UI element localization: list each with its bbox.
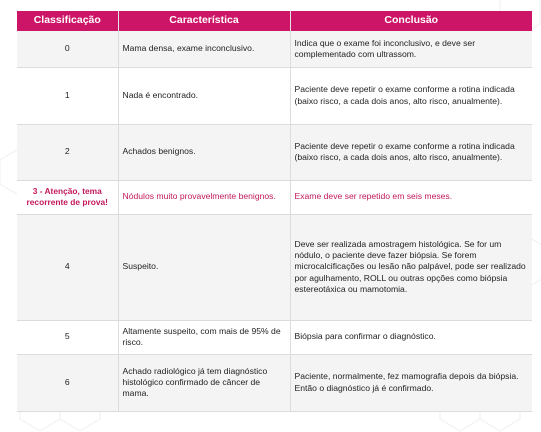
cell-caracteristica: Mama densa, exame inconclusivo.: [118, 31, 290, 67]
cell-caracteristica: Achado radiológico já tem diagnóstico histológico confirmado de câncer de mama.: [118, 354, 290, 411]
cell-conclusao: Paciente, normalmente, fez mamografia depois da biópsia. Então o diagnóstico já é confirmado.: [290, 354, 532, 411]
cell-classificacao: 4: [17, 214, 118, 320]
table-row: [17, 214, 532, 320]
table-row: [17, 31, 532, 67]
table-row: [17, 354, 532, 411]
table-row: [17, 320, 532, 354]
cell-classificacao: 5: [17, 320, 118, 354]
header-classificacao: Classificação: [17, 11, 118, 31]
cell-conclusao: Exame deve ser repetido em seis meses.: [290, 180, 532, 214]
cell-classificacao: 3 - Atenção, tema recorrente de prova!: [17, 180, 118, 214]
birads-classification-table: [17, 11, 532, 412]
cell-classificacao: 2: [17, 124, 118, 180]
table-header-row: [17, 11, 532, 31]
cell-classificacao: 6: [17, 354, 118, 411]
cell-classificacao: 1: [17, 67, 118, 124]
cell-caracteristica: Altamente suspeito, com mais de 95% de risco.: [118, 320, 290, 354]
table-row: [17, 67, 532, 124]
header-caracteristica: Característica: [118, 11, 290, 31]
cell-conclusao: Deve ser realizada amostragem histológica. Se for um nódulo, o paciente deve fazer biópsia. Se forem microcalcificações ou lesão não palpável, pode ser realizado por agulhamento, ROLL ou outras opções como biópsia estereotáxica ou mamotomia.: [290, 214, 532, 320]
cell-caracteristica: Nódulos muito provavelmente benignos.: [118, 180, 290, 214]
cell-caracteristica: Suspeito.: [118, 214, 290, 320]
cell-classificacao: 0: [17, 31, 118, 67]
cell-caracteristica: Achados benignos.: [118, 124, 290, 180]
cell-conclusao: Indica que o exame foi inconclusivo, e deve ser complementado com ultrassom.: [290, 31, 532, 67]
cell-conclusao: Biópsia para confirmar o diagnóstico.: [290, 320, 532, 354]
cell-conclusao: Paciente deve repetir o exame conforme a rotina indicada (baixo risco, a cada dois anos, alto risco, anualmente).: [290, 124, 532, 180]
header-conclusao: Conclusão: [290, 11, 532, 31]
table-row-highlighted: [17, 180, 532, 214]
cell-caracteristica: Nada é encontrado.: [118, 67, 290, 124]
table-row: [17, 124, 532, 180]
cell-conclusao: Paciente deve repetir o exame conforme a rotina indicada (baixo risco, a cada dois anos, alto risco, anualmente).: [290, 67, 532, 124]
